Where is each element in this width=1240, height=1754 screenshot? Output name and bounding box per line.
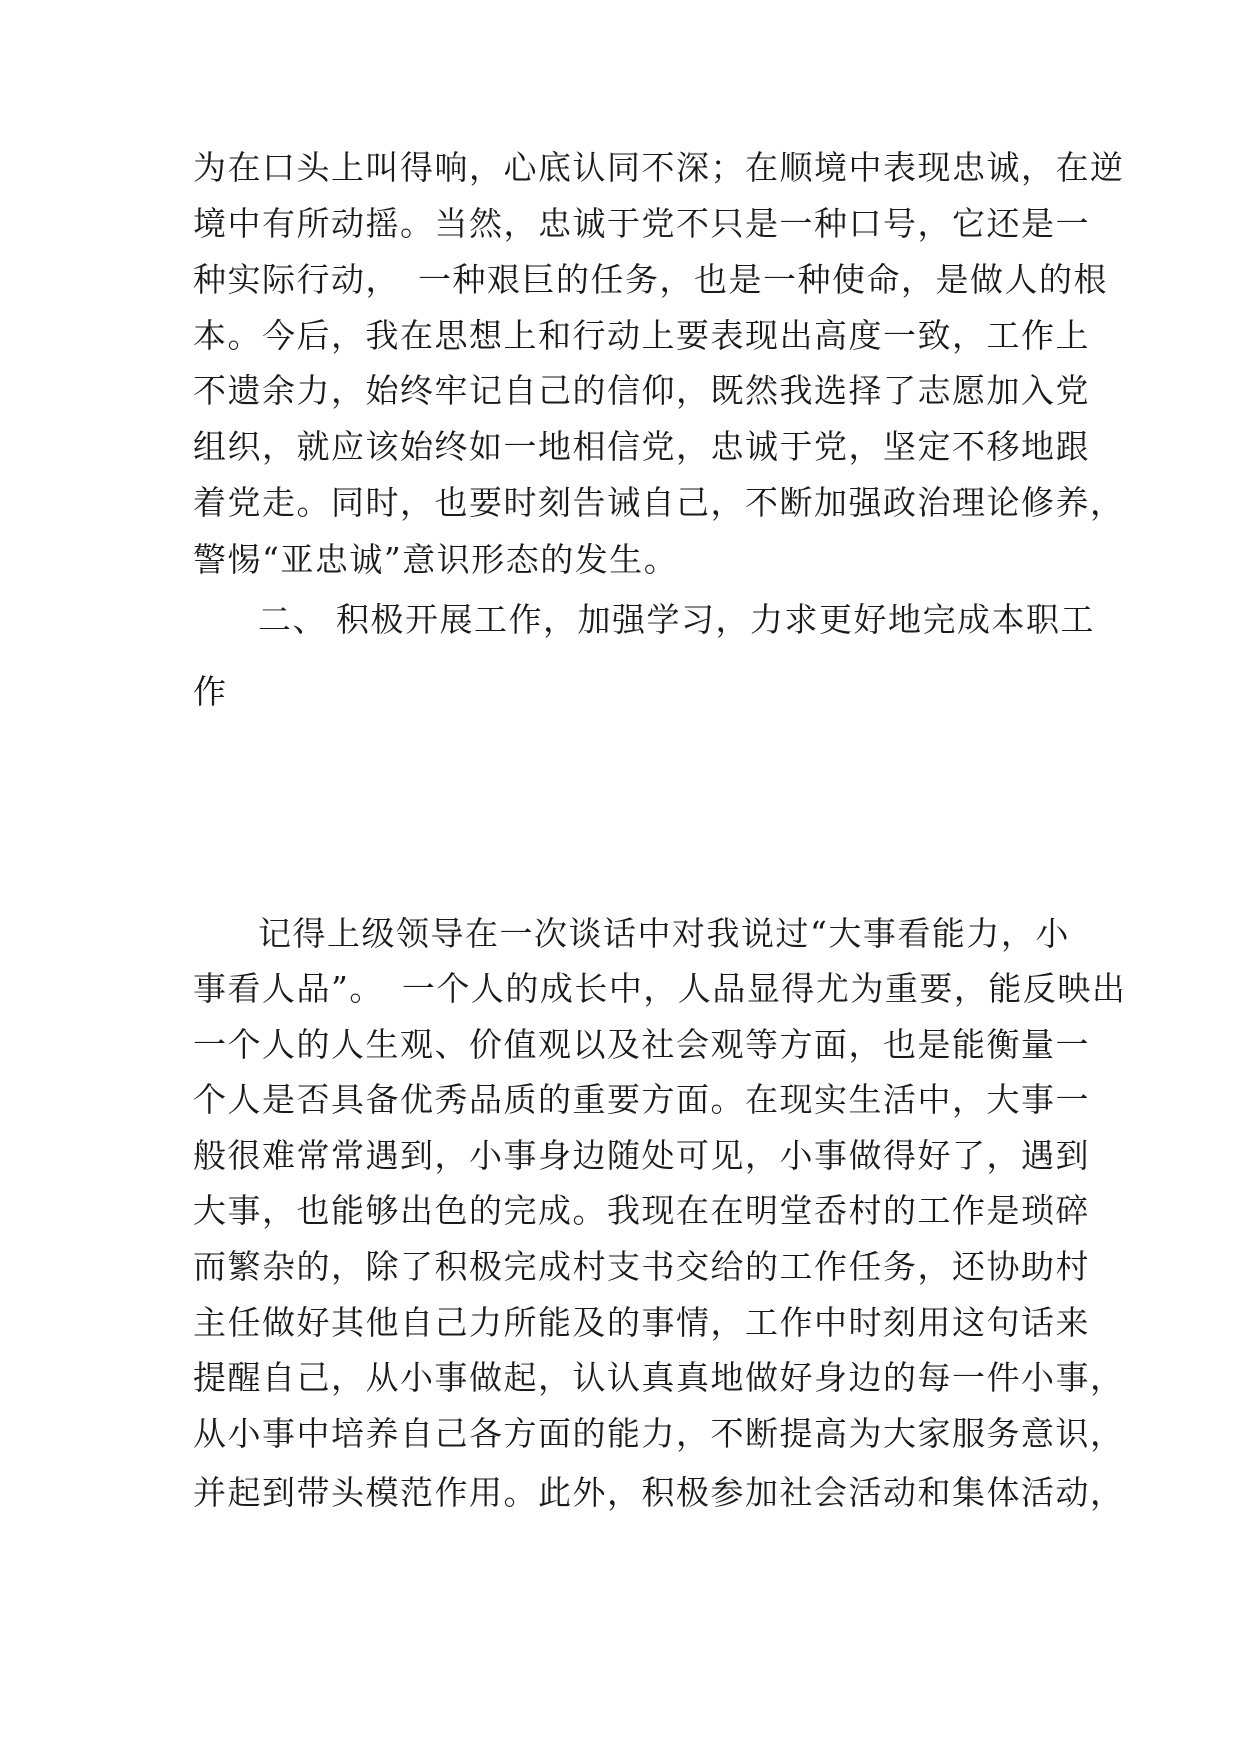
- paragraph-line: 警惕“亚忠诚”意识形态的发生。: [193, 540, 679, 579]
- paragraph-line: 而繁杂的，除了积极完成村支书交给的工作任务，还协助村: [193, 1247, 1090, 1286]
- paragraph-line: 一个人的人生观、价值观以及社会观等方面，也是能衡量一: [193, 1025, 1090, 1064]
- section-heading-continuation: 作: [193, 672, 228, 711]
- paragraph-line: 为在口头上叫得响，心底认同不深；在顺境中表现忠诚，在逆: [193, 148, 1125, 187]
- paragraph-line: 记得上级领导在一次谈话中对我说过“大事看能力，小: [258, 914, 1070, 953]
- paragraph-line: 并起到带头模范作用。此外，积极参加社会活动和集体活动，: [193, 1473, 1125, 1512]
- section-heading-number: 二、: [258, 600, 327, 639]
- paragraph-line: 从小事中培养自己各方面的能力，不断提高为大家服务意识，: [193, 1414, 1125, 1453]
- paragraph-line: 提醒自己，从小事做起，认认真真地做好身边的每一件小事，: [193, 1358, 1125, 1397]
- section-heading: 积极开展工作，加强学习，力求更好地完成本职工: [336, 600, 1095, 639]
- paragraph-line: 个人是否具备优秀品质的重要方面。在现实生活中，大事一: [193, 1080, 1090, 1119]
- paragraph-line: 种实际行动， 一种艰巨的任务，也是一种使命，是做人的根: [193, 260, 1108, 299]
- paragraph-line: 事看人品”。 一个人的成长中，人品显得尤为重要，能反映出: [193, 969, 1127, 1008]
- paragraph-line: 主任做好其他自己力所能及的事情，工作中时刻用这句话来: [193, 1303, 1090, 1342]
- paragraph-line: 大事，也能够出色的完成。我现在在明堂岙村的工作是琐碎: [193, 1191, 1090, 1230]
- paragraph-line: 般很难常常遇到，小事身边随处可见，小事做得好了，遇到: [193, 1136, 1090, 1175]
- paragraph-line: 组织，就应该始终如一地相信党，忠诚于党，坚定不移地跟: [193, 427, 1090, 466]
- paragraph-line: 不遗余力，始终牢记自己的信仰，既然我选择了志愿加入党: [193, 371, 1090, 410]
- paragraph-line: 本。今后，我在思想上和行动上要表现出高度一致，工作上: [193, 316, 1090, 355]
- paragraph-line: 境中有所动摇。当然，忠诚于党不只是一种口号，它还是一: [193, 204, 1090, 243]
- paragraph-line: 着党走。同时，也要时刻告诫自己，不断加强政治理论修养，: [193, 483, 1125, 522]
